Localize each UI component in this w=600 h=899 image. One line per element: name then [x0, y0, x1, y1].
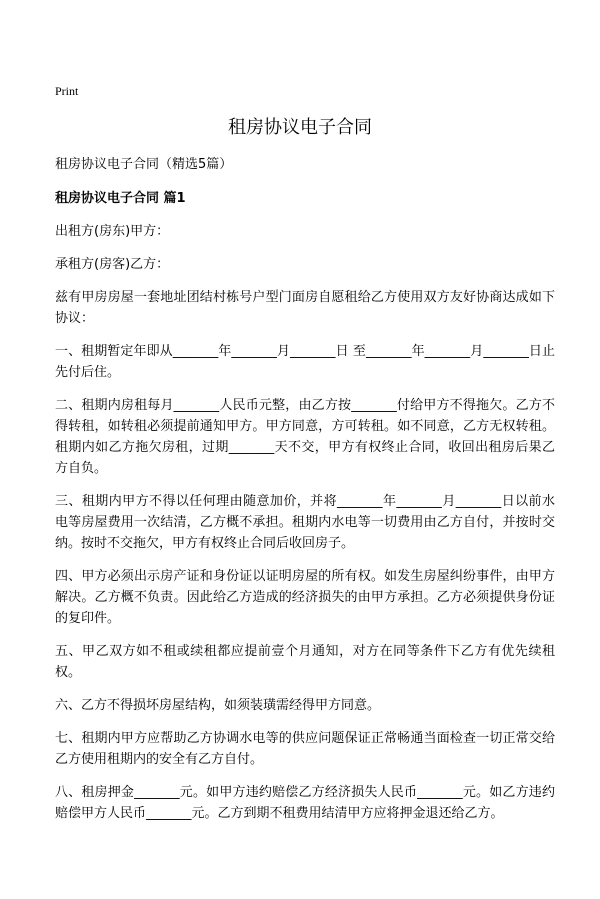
tenant-line: 承租方(房客)乙方：	[55, 257, 170, 272]
intro-paragraph: 兹有甲房房屋一套地址团结村栋号户型门面房自愿租给乙方使用双方友好协商达成如下协议：	[55, 290, 555, 326]
clause-5: 五、甲乙双方如不租或续租都应提前壹个月通知，对方在同等条件下乙方有优先续租权。	[55, 644, 555, 680]
document-content	[55, 154, 555, 836]
clause-2: 二、租期内房租每月_______人民币元整，由乙方按_______付给甲方不得拖欠。乙方不得转租，如转租必须提前通知甲方。甲方同意，方可转租。如不同意，乙方无权转租。租期内如乙方拖欠房租，过期_______天不交，甲方有权终止合同，收回出租房后果乙方自负。	[55, 398, 555, 476]
clause-8: 八、租房押金_______元。如甲方违约赔偿乙方经济损失人民币_______元。如乙方违约赔偿甲方人民币_______元。乙方到期不租费用结清甲方应将押金退还给乙方。	[55, 785, 555, 821]
clause-7: 七、租期内甲方应帮助乙方协调水电等的供应问题保证正常畅通当面检查一切正常交给乙方使用租期内的安全有乙方自付。	[55, 731, 555, 767]
document-title: 租房协议电子合同	[228, 117, 372, 138]
clause-4: 四、甲方必须出示房产证和身份证以证明房屋的所有权。如发生房屋纠纷事件，由甲方解决。乙方概不负责。因此给乙方造成的经济损失的由甲方承担。乙方必须提供身份证的复印件。	[55, 569, 555, 626]
landlord-line: 出租方(房东)甲方：	[55, 224, 170, 239]
print-label: Print	[55, 84, 79, 98]
section-heading: 租房协议电子合同 篇1	[55, 191, 186, 206]
document-subtitle: 租房协议电子合同（精选5篇）	[55, 157, 233, 172]
clause-6: 六、乙方不得损坏房屋结构，如须装璜需经得甲方同意。	[55, 698, 381, 713]
clause-3: 三、租期内甲方不得以任何理由随意加价，并将_______年_______月_______日以前水电等房屋费用一次结清，乙方概不承担。租期内水电等一切费用由乙方自付，并按时交纳。按时不交拖欠，甲方有权终止合同后收回房子。	[55, 494, 555, 551]
clause-1: 一、租期暂定年即从_______年_______月_______日 至_______年_______月_______日止先付后住。	[55, 344, 555, 380]
